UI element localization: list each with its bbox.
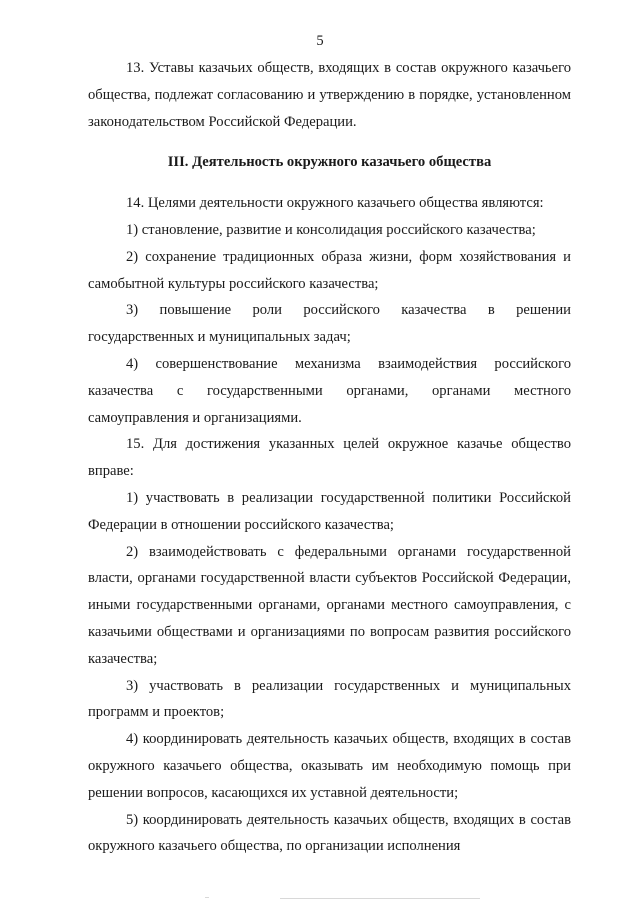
page-number: 5 [316, 33, 324, 49]
paragraph-15-item-1: 1) участвовать в реализации государственной политики Российской Федерации в отношении российского казачества; [88, 489, 571, 533]
paragraph-14-item-4: 4) совершенствование механизма взаимодействия российского казачества с государственными органами, органами местного самоуправления и организациями. [88, 355, 571, 426]
section-heading: III. Деятельность окружного казачьего общества [167, 154, 492, 171]
paragraph-15-item-2: 2) взаимодействовать с федеральными органами государственной власти, органами государственной власти субъектов Российской Федерации, иными государственными органами, органами местного самоуправления, с казачьими обществами и организациями по вопросам развития российского казачества; [88, 543, 571, 667]
paragraph-14-item-1: 1) становление, развитие и консолидация российского казачества; [126, 221, 536, 238]
paragraph-15: 15. Для достижения указанных целей окружное казачье общество вправе: [88, 436, 571, 480]
paragraph-15-item-4: 4) координировать деятельность казачьих обществ, входящих в состав окружного казачьего общества, оказывать им необходимую помощь при решении вопросов, касающихся их уставной деятельности; [88, 731, 571, 801]
paragraph-14: 14. Целями деятельности окружного казачьего общества являются: [126, 195, 544, 212]
scan-artifact-tick [205, 897, 209, 898]
paragraph-14-item-2: 2) сохранение традиционных образа жизни, форм хозяйствования и самобытной культуры российского казачества; [88, 248, 571, 292]
scan-artifact-line [280, 898, 480, 899]
paragraph-15-item-5: 5) координировать деятельность казачьих обществ, входящих в состав окружного казачьего общества, по организации исполнения [88, 811, 571, 855]
paragraph-14-item-3: 3) повышение роли российского казачества в решении государственных и муниципальных задач; [88, 302, 571, 346]
paragraph-15-item-3: 3) участвовать в реализации государственных и муниципальных программ и проектов; [88, 677, 571, 721]
paragraph-13: 13. Уставы казачьих обществ, входящих в состав окружного казачьего общества, подлежат согласованию и утверждению в порядке, установленном законодательством Российской Федерации. [88, 60, 571, 130]
document-body [88, 55, 571, 860]
